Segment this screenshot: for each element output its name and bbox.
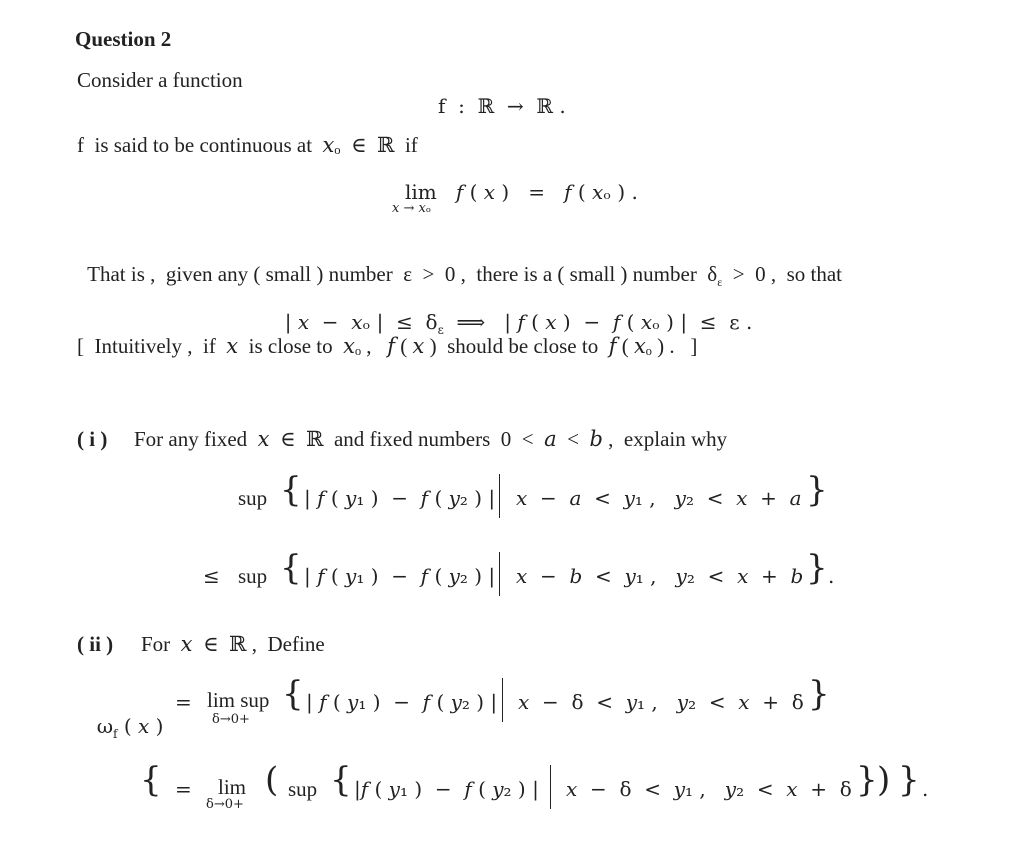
delta-sub: ε xyxy=(717,275,723,290)
implication-lhs: | 𝑥 − 𝑥ₒ | ≤ δ xyxy=(284,310,438,334)
omega-brace-close: } xyxy=(808,674,830,714)
intro-line: Consider a function xyxy=(77,68,243,92)
eq-function: f : ℝ → ℝ . xyxy=(438,94,566,118)
continuity-line: f is said to be continuous at 𝑥ₒ ∈ ℝ if xyxy=(77,133,418,157)
ineq1-brace-open: { xyxy=(280,470,302,510)
intuitive-remark: [ Intuitively , if 𝑥 is close to 𝑥ₒ , 𝑓 ( 𝑥 ) should be close to 𝑓 ( 𝑥ₒ ) . ] xyxy=(77,334,698,358)
part-i-text: For any fixed 𝑥 ∈ ℝ and fixed numbers 0 < 𝑎 < 𝑏 , explain why xyxy=(134,427,728,451)
part-i-label: ( i ) xyxy=(77,427,108,451)
omega2-divider xyxy=(550,765,551,809)
omega-symbol: ω xyxy=(96,714,114,738)
ineq2-end: . xyxy=(828,564,835,588)
omega2-paren-open: ( xyxy=(265,760,279,800)
ineq1-lhs: | 𝑓 ( 𝑦₁ ) − 𝑓 ( 𝑦₂ ) | xyxy=(304,486,496,510)
ineq2-brace-open: { xyxy=(280,548,302,588)
omega-eq: = xyxy=(175,690,192,714)
ineq2-leq: ≤ xyxy=(203,564,220,588)
omega-set-rhs: 𝑥 − δ < 𝑦₁ , 𝑦₂ < 𝑥 + δ xyxy=(518,690,804,714)
omega-set-lhs: | 𝑓 ( 𝑦₁ ) − 𝑓 ( 𝑦₂ ) | xyxy=(306,690,498,714)
ineq2-sup: sup xyxy=(238,564,268,588)
eq-implication xyxy=(272,286,752,337)
ineq2-divider xyxy=(499,552,500,596)
omega2-set-lhs: |𝑓 ( 𝑦₁ ) − 𝑓 ( 𝑦₂ ) | xyxy=(354,777,539,801)
part-ii-text: For 𝑥 ∈ ℝ , Define xyxy=(141,632,325,656)
omega2-paren-close: ) xyxy=(877,760,891,800)
ineq1-divider xyxy=(499,474,500,518)
omega2-outer-close: } xyxy=(898,760,920,800)
omega2-lead-brace: { xyxy=(140,760,162,800)
implication-sub: ε xyxy=(437,323,444,337)
omega-limsup: lim sup xyxy=(207,688,270,712)
ineq1-sup: sup xyxy=(238,486,268,510)
omega2-lim-sub: δ→0+ xyxy=(206,797,244,812)
that-is-line xyxy=(77,237,842,290)
omega-sub: f xyxy=(113,727,118,741)
ineq1-brace-close: } xyxy=(806,470,828,510)
omega-brace-open: { xyxy=(282,674,304,714)
question-title: Question 2 xyxy=(75,27,172,51)
eq-limit-subscript: 𝑥 → 𝑥ₒ xyxy=(392,201,431,216)
ineq1-rhs: 𝑥 − 𝑎 < 𝑦₁ , 𝑦₂ < 𝑥 + 𝑎 xyxy=(516,486,802,510)
omega2-eq: = xyxy=(175,777,192,801)
ineq2-brace-close: } xyxy=(806,548,828,588)
part-ii-label: ( ii ) xyxy=(77,632,114,656)
omega2-lim: lim xyxy=(218,775,247,799)
omega-arg: ( 𝑥 ) xyxy=(117,714,164,738)
that-is-end: > 0 , so that xyxy=(722,262,843,286)
omega2-end: . xyxy=(922,777,929,801)
omega-limsup-sub: δ→0+ xyxy=(212,712,250,727)
omega-lhs xyxy=(84,690,163,741)
ineq2-rhs: 𝑥 − 𝑏 < 𝑦₁ , 𝑦₂ < 𝑥 + 𝑏 xyxy=(516,564,804,588)
omega2-sup: sup xyxy=(288,777,318,801)
ineq2-lhs: | 𝑓 ( 𝑦₁ ) − 𝑓 ( 𝑦₂ ) | xyxy=(304,564,496,588)
omega2-set-rhs: 𝑥 − δ < 𝑦₁ , 𝑦₂ < 𝑥 + δ xyxy=(566,777,852,801)
omega-divider xyxy=(502,678,503,722)
eq-limit: lim 𝑓 ( 𝑥 ) = 𝑓 ( 𝑥ₒ ) . xyxy=(405,180,638,204)
that-is-text: That is , given any ( small ) number ε > 0 , there is a ( small ) number δ xyxy=(87,262,718,286)
implication-rhs: ⟹ | 𝑓 ( 𝑥 ) − 𝑓 ( 𝑥ₒ ) | ≤ ε . xyxy=(443,310,753,334)
omega2-brace-close: } xyxy=(856,760,878,800)
omega2-brace-open: { xyxy=(330,760,352,800)
